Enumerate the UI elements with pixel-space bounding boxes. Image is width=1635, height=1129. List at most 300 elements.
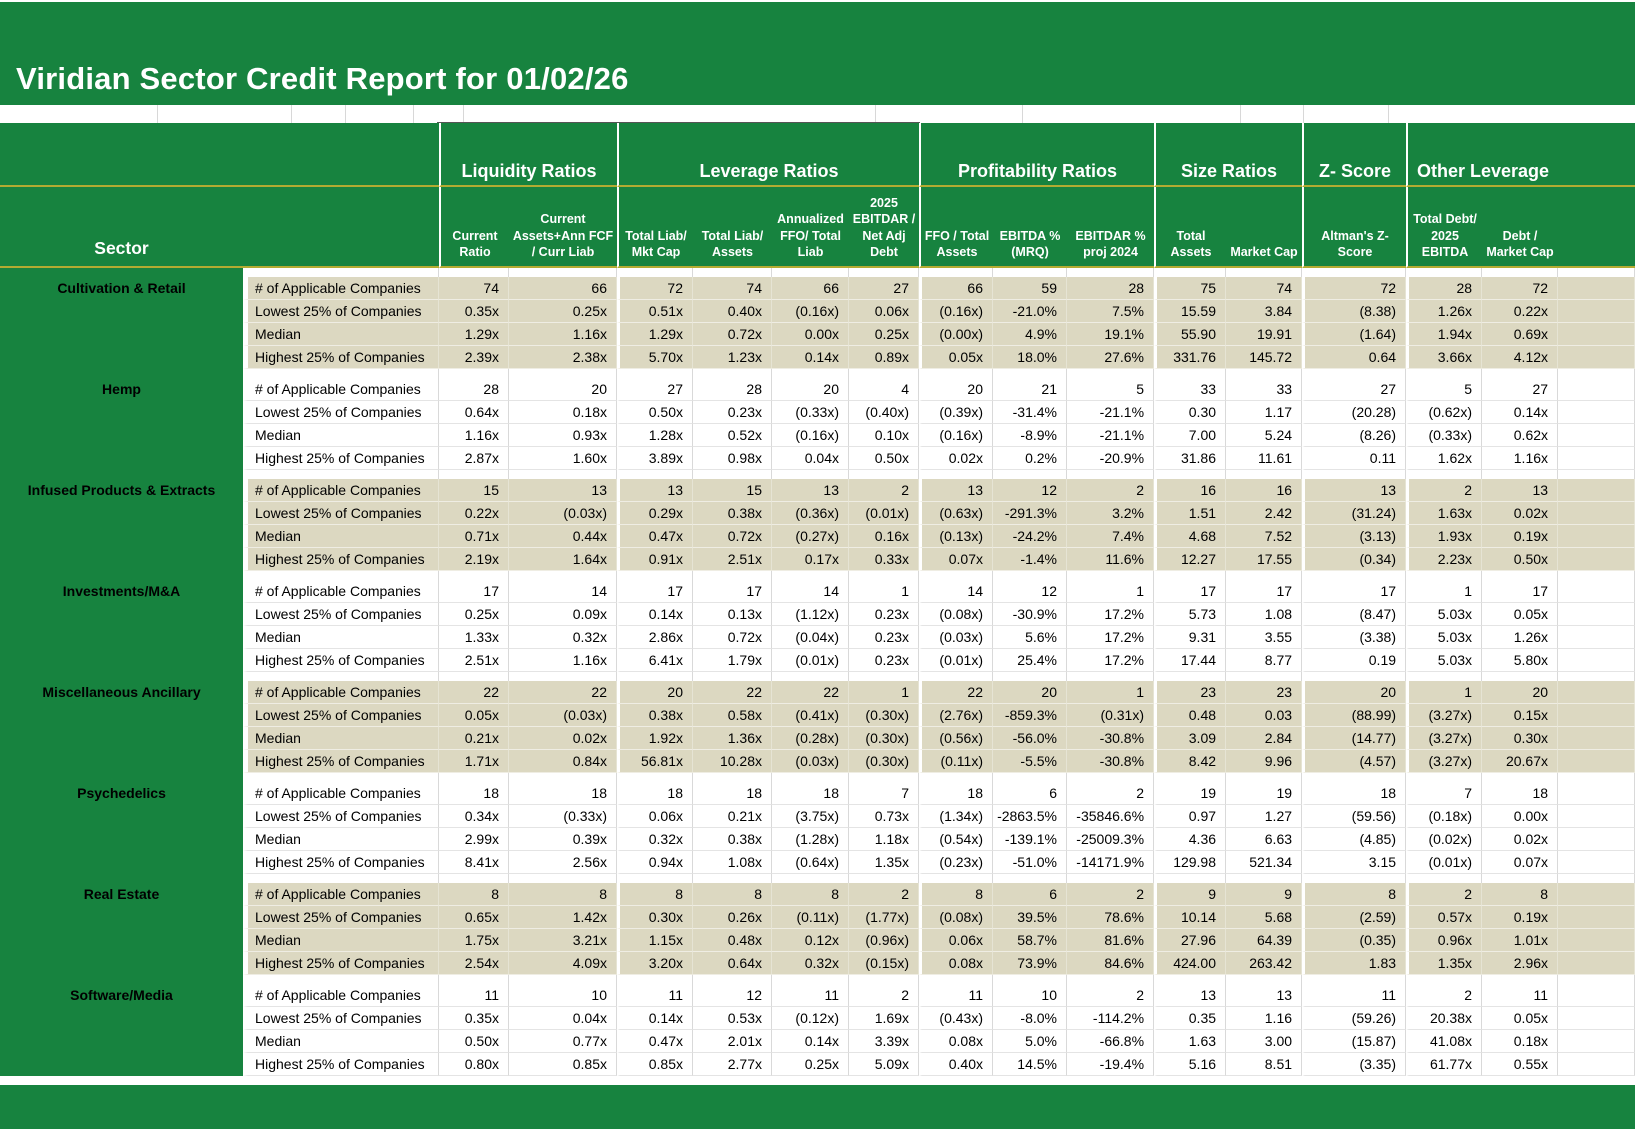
value-cell[interactable]: 0.44x [509,525,617,548]
row-label[interactable]: Highest 25% of Companies [243,548,439,571]
value-cell[interactable]: 0.00x [1482,805,1558,828]
value-cell[interactable]: 0.89x [849,346,919,369]
value-cell[interactable]: 0.96x [1406,929,1482,952]
value-cell[interactable]: 0.05x [919,346,993,369]
column-header-ebitdar-proj[interactable]: EBITDAR % proj 2024 [1067,187,1154,268]
row-label[interactable]: # of Applicable Companies [243,378,439,401]
value-cell[interactable]: 17.2% [1067,603,1154,626]
value-cell[interactable]: 11 [919,984,993,1007]
value-cell[interactable]: 20.38x [1406,1007,1482,1030]
value-cell[interactable]: 6 [993,883,1067,906]
value-cell[interactable]: 5.70x [617,346,693,369]
value-cell[interactable]: 27.6% [1067,346,1154,369]
value-cell[interactable]: 18 [1302,782,1406,805]
value-cell[interactable]: (0.16x) [919,424,993,447]
value-cell[interactable]: 13 [1302,479,1406,502]
value-cell[interactable]: 0.32x [617,828,693,851]
value-cell[interactable]: (0.08x) [919,906,993,929]
value-cell[interactable]: 1 [1406,681,1482,704]
value-cell[interactable]: (20.28) [1302,401,1406,424]
value-cell[interactable]: 3.09 [1154,727,1226,750]
value-cell[interactable]: 0.05x [439,704,509,727]
value-cell[interactable]: -14171.9% [1067,851,1154,874]
value-cell[interactable]: 0.23x [849,603,919,626]
value-cell[interactable]: 3.20x [617,952,693,975]
value-cell[interactable]: -1.4% [993,548,1067,571]
value-cell[interactable]: 13 [617,479,693,502]
value-cell[interactable]: 1.29x [439,323,509,346]
value-cell[interactable]: 8 [1302,883,1406,906]
row-label[interactable]: # of Applicable Companies [243,883,439,906]
sector-name[interactable]: Hemp [0,378,243,470]
value-cell[interactable]: 33 [1226,378,1302,401]
value-cell[interactable]: 1.28x [617,424,693,447]
value-cell[interactable]: (3.27x) [1406,727,1482,750]
value-cell[interactable]: 72 [617,277,693,300]
value-cell[interactable]: 0.19x [1482,525,1558,548]
value-cell[interactable]: 0.72x [693,626,772,649]
value-cell[interactable]: 11 [617,984,693,1007]
value-cell[interactable]: (59.56) [1302,805,1406,828]
value-cell[interactable]: 0.02x [919,447,993,470]
value-cell[interactable]: 0.13x [693,603,772,626]
value-cell[interactable]: (0.01x) [849,502,919,525]
row-label[interactable]: Median [243,828,439,851]
value-cell[interactable]: 0.25x [439,603,509,626]
value-cell[interactable]: 2.84 [1226,727,1302,750]
value-cell[interactable]: 81.6% [1067,929,1154,952]
value-cell[interactable]: (0.00x) [919,323,993,346]
value-cell[interactable]: 1.08x [693,851,772,874]
value-cell[interactable]: (0.62x) [1406,401,1482,424]
value-cell[interactable]: 28 [693,378,772,401]
value-cell[interactable]: 7 [1406,782,1482,805]
value-cell[interactable]: 1.63 [1154,1030,1226,1053]
value-cell[interactable]: 0.47x [617,1030,693,1053]
value-cell[interactable]: 28 [1067,277,1154,300]
value-cell[interactable]: -5.5% [993,750,1067,773]
row-label[interactable]: Median [243,323,439,346]
value-cell[interactable]: (0.03x) [509,704,617,727]
value-cell[interactable]: (1.28x) [772,828,849,851]
value-cell[interactable]: 0.06x [849,300,919,323]
value-cell[interactable]: 0.08x [919,1030,993,1053]
value-cell[interactable]: 0.97 [1154,805,1226,828]
value-cell[interactable]: -25009.3% [1067,828,1154,851]
value-cell[interactable]: -21.0% [993,300,1067,323]
value-cell[interactable]: 21 [993,378,1067,401]
value-cell[interactable]: 0.55x [1482,1053,1558,1076]
value-cell[interactable]: -291.3% [993,502,1067,525]
value-cell[interactable]: 1.42x [509,906,617,929]
value-cell[interactable]: 5 [1067,378,1154,401]
value-cell[interactable]: 1.83 [1302,952,1406,975]
row-label[interactable]: Lowest 25% of Companies [243,704,439,727]
value-cell[interactable]: 9.96 [1226,750,1302,773]
value-cell[interactable]: 0.58x [693,704,772,727]
value-cell[interactable]: -859.3% [993,704,1067,727]
value-cell[interactable]: 73.9% [993,952,1067,975]
value-cell[interactable]: 9 [1154,883,1226,906]
value-cell[interactable]: 0.50x [849,447,919,470]
value-cell[interactable]: 145.72 [1226,346,1302,369]
value-cell[interactable]: 20 [1482,681,1558,704]
value-cell[interactable]: 1.63x [1406,502,1482,525]
value-cell[interactable]: 2 [1067,984,1154,1007]
value-cell[interactable]: 1.35x [849,851,919,874]
value-cell[interactable]: -30.8% [1067,727,1154,750]
value-cell[interactable]: 17 [617,580,693,603]
value-cell[interactable]: 0.23x [693,401,772,424]
value-cell[interactable]: 75 [1154,277,1226,300]
value-cell[interactable]: 2 [849,479,919,502]
value-cell[interactable]: 17.2% [1067,626,1154,649]
value-cell[interactable]: (0.56x) [919,727,993,750]
value-cell[interactable]: -8.9% [993,424,1067,447]
value-cell[interactable]: 8 [439,883,509,906]
column-header-ebitda-mrq[interactable]: EBITDA % (MRQ) [993,187,1067,268]
value-cell[interactable]: 0.35x [439,1007,509,1030]
value-cell[interactable]: (0.01x) [919,649,993,672]
row-label[interactable]: Lowest 25% of Companies [243,300,439,323]
value-cell[interactable]: 0.04x [509,1007,617,1030]
value-cell[interactable]: 3.21x [509,929,617,952]
value-cell[interactable]: 1.01x [1482,929,1558,952]
value-cell[interactable]: 18 [509,782,617,805]
value-cell[interactable]: 331.76 [1154,346,1226,369]
value-cell[interactable]: 5.80x [1482,649,1558,672]
sector-name[interactable]: Infused Products & Extracts [0,479,243,571]
value-cell[interactable]: 10 [509,984,617,1007]
value-cell[interactable]: 56.81x [617,750,693,773]
value-cell[interactable]: (0.63x) [919,502,993,525]
value-cell[interactable]: 0.71x [439,525,509,548]
value-cell[interactable]: 1.29x [617,323,693,346]
value-cell[interactable]: 3.00 [1226,1030,1302,1053]
value-cell[interactable]: 22 [509,681,617,704]
value-cell[interactable]: 2.99x [439,828,509,851]
value-cell[interactable]: 0.14x [772,346,849,369]
value-cell[interactable]: 2.42 [1226,502,1302,525]
value-cell[interactable]: 521.34 [1226,851,1302,874]
value-cell[interactable]: (14.77) [1302,727,1406,750]
value-cell[interactable]: 84.6% [1067,952,1154,975]
value-cell[interactable]: 0.14x [1482,401,1558,424]
value-cell[interactable]: 7.5% [1067,300,1154,323]
column-header-debt-ebitda[interactable]: Total Debt/ 2025 EBITDA [1406,187,1482,268]
value-cell[interactable]: 27 [617,378,693,401]
value-cell[interactable]: 13 [1154,984,1226,1007]
row-label[interactable]: # of Applicable Companies [243,681,439,704]
value-cell[interactable]: 0.34x [439,805,509,828]
value-cell[interactable]: 3.39x [849,1030,919,1053]
value-cell[interactable]: 0.50x [1482,548,1558,571]
value-cell[interactable]: (0.30x) [849,704,919,727]
value-cell[interactable]: 1.15x [617,929,693,952]
value-cell[interactable]: 0.08x [919,952,993,975]
value-cell[interactable]: 0.00x [772,323,849,346]
value-cell[interactable]: 0.48 [1154,704,1226,727]
value-cell[interactable]: 11 [1482,984,1558,1007]
value-cell[interactable]: 1.71x [439,750,509,773]
value-cell[interactable]: 11 [772,984,849,1007]
value-cell[interactable]: 13 [1226,984,1302,1007]
value-cell[interactable]: 0.35x [439,300,509,323]
row-label[interactable]: Highest 25% of Companies [243,649,439,672]
row-label[interactable]: Median [243,525,439,548]
value-cell[interactable]: 2.86x [617,626,693,649]
value-cell[interactable]: 7.4% [1067,525,1154,548]
value-cell[interactable]: 0.11 [1302,447,1406,470]
value-cell[interactable]: 8 [693,883,772,906]
row-label[interactable]: Median [243,1030,439,1053]
value-cell[interactable]: 5.0% [993,1030,1067,1053]
value-cell[interactable]: 1.35x [1406,952,1482,975]
value-cell[interactable]: 5.68 [1226,906,1302,929]
value-cell[interactable]: 18 [772,782,849,805]
value-cell[interactable]: 2 [1406,883,1482,906]
value-cell[interactable]: 8 [772,883,849,906]
column-header-liab-mktcap[interactable]: Total Liab/ Mkt Cap [617,187,693,268]
value-cell[interactable]: 64.39 [1226,929,1302,952]
value-cell[interactable]: 0.38x [693,502,772,525]
value-cell[interactable]: 0.93x [509,424,617,447]
value-cell[interactable]: 3.2% [1067,502,1154,525]
value-cell[interactable]: 0.73x [849,805,919,828]
value-cell[interactable]: 59 [993,277,1067,300]
value-cell[interactable]: 1.51 [1154,502,1226,525]
value-cell[interactable]: 22 [919,681,993,704]
value-cell[interactable]: 0.07x [919,548,993,571]
value-cell[interactable]: (0.03x) [509,502,617,525]
value-cell[interactable]: (0.41x) [772,704,849,727]
value-cell[interactable]: 0.14x [617,603,693,626]
value-cell[interactable]: -66.8% [1067,1030,1154,1053]
value-cell[interactable]: 66 [772,277,849,300]
value-cell[interactable]: 0.40x [693,300,772,323]
value-cell[interactable]: 2.56x [509,851,617,874]
value-cell[interactable]: 17 [1226,580,1302,603]
value-cell[interactable]: 2.51x [693,548,772,571]
value-cell[interactable]: 19 [1226,782,1302,805]
value-cell[interactable]: 19.91 [1226,323,1302,346]
value-cell[interactable]: 0.85x [617,1053,693,1076]
value-cell[interactable]: 0.02x [1482,502,1558,525]
value-cell[interactable]: 4.68 [1154,525,1226,548]
value-cell[interactable]: 2.19x [439,548,509,571]
value-cell[interactable]: 17 [439,580,509,603]
row-label[interactable]: Lowest 25% of Companies [243,603,439,626]
value-cell[interactable]: 74 [1226,277,1302,300]
value-cell[interactable]: 2.38x [509,346,617,369]
row-label[interactable]: Median [243,626,439,649]
value-cell[interactable]: 1.69x [849,1007,919,1030]
value-cell[interactable]: 20 [1302,681,1406,704]
value-cell[interactable]: 74 [439,277,509,300]
column-header-current-ratio[interactable]: Current Ratio [439,187,509,268]
sector-column-header[interactable]: Sector [0,187,243,268]
value-cell[interactable]: 18 [439,782,509,805]
value-cell[interactable]: (0.31x) [1067,704,1154,727]
value-cell[interactable]: -114.2% [1067,1007,1154,1030]
value-cell[interactable]: 5.73 [1154,603,1226,626]
value-cell[interactable]: (2.76x) [919,704,993,727]
value-cell[interactable]: 0.04x [772,447,849,470]
value-cell[interactable]: 3.55 [1226,626,1302,649]
value-cell[interactable]: 1.16x [509,649,617,672]
value-cell[interactable]: (0.35) [1302,929,1406,952]
value-cell[interactable]: 0.64x [439,401,509,424]
value-cell[interactable]: (3.35) [1302,1053,1406,1076]
value-cell[interactable]: 0.38x [617,704,693,727]
value-cell[interactable]: 17 [693,580,772,603]
value-cell[interactable]: 66 [919,277,993,300]
value-cell[interactable]: 2.54x [439,952,509,975]
value-cell[interactable]: 6 [993,782,1067,805]
value-cell[interactable]: (3.27x) [1406,750,1482,773]
column-header-total-assets[interactable]: Total Assets [1154,187,1226,268]
value-cell[interactable]: 0.94x [617,851,693,874]
value-cell[interactable]: 0.21x [693,805,772,828]
value-cell[interactable]: 22 [439,681,509,704]
value-cell[interactable]: 1.16x [509,323,617,346]
value-cell[interactable]: 0.65x [439,906,509,929]
value-cell[interactable]: 23 [1154,681,1226,704]
value-cell[interactable]: 66 [509,277,617,300]
value-cell[interactable]: 1.33x [439,626,509,649]
value-cell[interactable]: (3.13) [1302,525,1406,548]
value-cell[interactable]: 9.31 [1154,626,1226,649]
value-cell[interactable]: 25.4% [993,649,1067,672]
value-cell[interactable]: 0.17x [772,548,849,571]
value-cell[interactable]: 20 [617,681,693,704]
value-cell[interactable]: 17 [1302,580,1406,603]
value-cell[interactable]: 0.32x [509,626,617,649]
value-cell[interactable]: 2 [1406,479,1482,502]
value-cell[interactable]: 5.03x [1406,649,1482,672]
value-cell[interactable]: 12 [993,580,1067,603]
value-cell[interactable]: 2.87x [439,447,509,470]
value-cell[interactable]: 1 [1067,580,1154,603]
value-cell[interactable]: 16 [1154,479,1226,502]
value-cell[interactable]: 0.25x [509,300,617,323]
row-label[interactable]: Lowest 25% of Companies [243,401,439,424]
value-cell[interactable]: (0.34) [1302,548,1406,571]
value-cell[interactable]: 7.00 [1154,424,1226,447]
value-cell[interactable]: 8 [509,883,617,906]
value-cell[interactable]: (4.85) [1302,828,1406,851]
value-cell[interactable]: (0.16x) [772,424,849,447]
value-cell[interactable]: 8 [1482,883,1558,906]
row-label[interactable]: # of Applicable Companies [243,479,439,502]
value-cell[interactable]: -51.0% [993,851,1067,874]
sector-name[interactable]: Psychedelics [0,782,243,874]
value-cell[interactable]: 1.08 [1226,603,1302,626]
value-cell[interactable]: 14 [509,580,617,603]
value-cell[interactable]: 2.39x [439,346,509,369]
value-cell[interactable]: 2.01x [693,1030,772,1053]
value-cell[interactable]: 0.16x [849,525,919,548]
row-label[interactable]: Lowest 25% of Companies [243,906,439,929]
value-cell[interactable]: 0.62x [1482,424,1558,447]
value-cell[interactable]: 27 [849,277,919,300]
value-cell[interactable]: 0.14x [617,1007,693,1030]
value-cell[interactable]: 1.64x [509,548,617,571]
value-cell[interactable]: (0.16x) [919,300,993,323]
value-cell[interactable]: 0.06x [617,805,693,828]
value-cell[interactable]: 0.98x [693,447,772,470]
value-cell[interactable]: 1.27 [1226,805,1302,828]
row-label[interactable]: Lowest 25% of Companies [243,805,439,828]
value-cell[interactable]: 18 [1482,782,1558,805]
value-cell[interactable]: (0.40x) [849,401,919,424]
value-cell[interactable]: (0.33x) [772,401,849,424]
value-cell[interactable]: 0.12x [772,929,849,952]
value-cell[interactable]: 8.41x [439,851,509,874]
row-label[interactable]: Highest 25% of Companies [243,346,439,369]
value-cell[interactable]: 22 [693,681,772,704]
column-header-ebitdar-netdebt[interactable]: 2025 EBITDAR / Net Adj Debt [849,187,919,268]
value-cell[interactable]: 23 [1226,681,1302,704]
value-cell[interactable]: 31.86 [1154,447,1226,470]
value-cell[interactable]: 9 [1226,883,1302,906]
value-cell[interactable]: 0.02x [1482,828,1558,851]
row-label[interactable]: Median [243,727,439,750]
row-label[interactable]: Median [243,424,439,447]
value-cell[interactable]: 18 [693,782,772,805]
value-cell[interactable]: 0.19x [1482,906,1558,929]
value-cell[interactable]: 20 [919,378,993,401]
value-cell[interactable]: 0.69x [1482,323,1558,346]
value-cell[interactable]: 0.57x [1406,906,1482,929]
value-cell[interactable]: 12 [993,479,1067,502]
value-cell[interactable]: 0.23x [849,626,919,649]
value-cell[interactable]: 10.28x [693,750,772,773]
value-cell[interactable]: 8 [617,883,693,906]
group-header-other-leverage[interactable]: Other Leverage [1406,123,1558,187]
group-header-zscore[interactable]: Z- Score [1302,123,1406,187]
value-cell[interactable]: 424.00 [1154,952,1226,975]
value-cell[interactable]: (0.15x) [849,952,919,975]
value-cell[interactable]: 20 [509,378,617,401]
value-cell[interactable]: 14.5% [993,1053,1067,1076]
value-cell[interactable]: (1.34x) [919,805,993,828]
value-cell[interactable]: -30.8% [1067,750,1154,773]
value-cell[interactable]: -19.4% [1067,1053,1154,1076]
value-cell[interactable]: 1.16x [1482,447,1558,470]
row-label[interactable]: # of Applicable Companies [243,984,439,1007]
value-cell[interactable]: 2 [849,883,919,906]
value-cell[interactable]: 61.77x [1406,1053,1482,1076]
value-cell[interactable]: 8.77 [1226,649,1302,672]
value-cell[interactable]: 27 [1482,378,1558,401]
value-cell[interactable]: (0.11x) [772,906,849,929]
value-cell[interactable]: 6.63 [1226,828,1302,851]
value-cell[interactable]: 0.53x [693,1007,772,1030]
value-cell[interactable]: 1.93x [1406,525,1482,548]
value-cell[interactable]: 1.23x [693,346,772,369]
value-cell[interactable]: 0.30 [1154,401,1226,424]
value-cell[interactable]: -20.9% [1067,447,1154,470]
value-cell[interactable]: 5.03x [1406,626,1482,649]
value-cell[interactable]: 10 [993,984,1067,1007]
value-cell[interactable]: -31.4% [993,401,1067,424]
value-cell[interactable]: 5.03x [1406,603,1482,626]
value-cell[interactable]: (31.24) [1302,502,1406,525]
column-header-curr-assets-fcf[interactable]: Current Assets+Ann FCF / Curr Liab [509,187,617,268]
value-cell[interactable]: 129.98 [1154,851,1226,874]
value-cell[interactable]: 8.51 [1226,1053,1302,1076]
